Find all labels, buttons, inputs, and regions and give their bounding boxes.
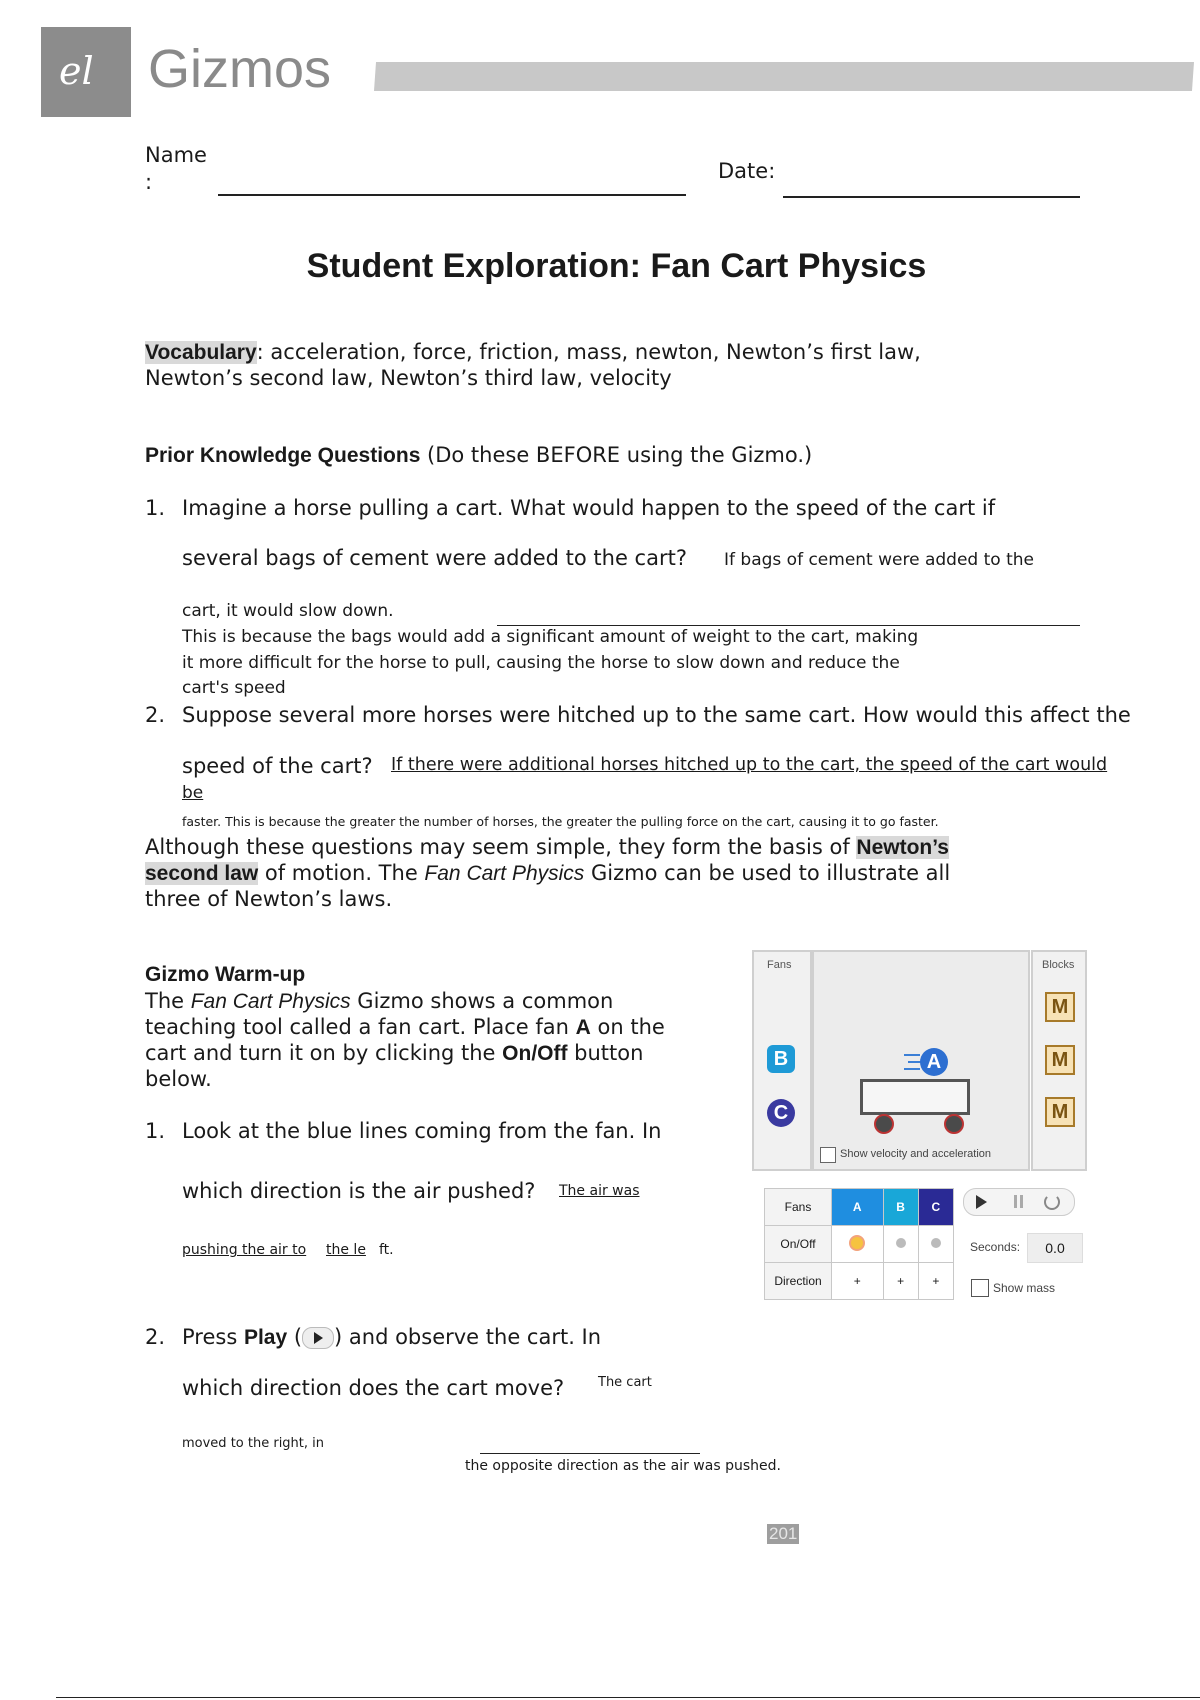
vocabulary-label: Vocabulary xyxy=(145,341,257,364)
closing-line-2 xyxy=(145,861,950,886)
warmup-text-1 xyxy=(145,989,613,1014)
q1-answer-c1[interactable]: This is because the bags would add a significant amount of weight to the cart, making xyxy=(182,627,919,647)
q2-number: 2. xyxy=(145,703,166,727)
show-velocity-checkbox[interactable] xyxy=(820,1147,836,1163)
q1-line-2: several bags of cement were added to the cart? xyxy=(182,546,687,570)
direction-a[interactable]: + xyxy=(832,1263,884,1300)
wq2-answer-line xyxy=(480,1453,700,1454)
wq2-answer-b[interactable]: moved to the right, in xyxy=(182,1436,325,1451)
wq2-rest: ) and observe the cart. In xyxy=(334,1325,602,1349)
col-c-header[interactable]: C xyxy=(918,1189,953,1226)
closing-line-3: three of Newton’s laws. xyxy=(145,887,393,911)
wq2-line-1 xyxy=(182,1325,601,1350)
q1-answer-line xyxy=(497,625,1080,626)
col-b-header[interactable]: B xyxy=(883,1189,918,1226)
q1-answer-a[interactable]: If bags of cement were added to the xyxy=(724,550,1034,570)
date-field[interactable] xyxy=(783,196,1080,198)
q2-answer-c[interactable]: faster. This is because the greater the number of horses, the greater the pulling force on the cart, causing it to go faster. xyxy=(182,814,939,829)
cart-wheel-left xyxy=(874,1114,894,1134)
term-second-law: second law xyxy=(145,862,259,885)
gizmos-logo-box xyxy=(41,27,131,117)
row-direction-label: Direction xyxy=(765,1263,832,1300)
date-label: Date: xyxy=(718,159,776,183)
name-colon: : xyxy=(145,170,153,194)
fan-c-button[interactable]: C xyxy=(767,1099,795,1127)
row-onoff-label: On/Off xyxy=(765,1226,832,1263)
wq2-line-2: which direction does the cart move? xyxy=(182,1376,565,1400)
show-velocity-label: Show velocity and acceleration xyxy=(840,1148,992,1160)
warmup-p1c: Gizmo shows a common xyxy=(350,989,614,1013)
fan-b-button[interactable]: B xyxy=(767,1045,795,1073)
onoff-a[interactable] xyxy=(832,1226,884,1263)
warmup-text-2 xyxy=(145,1015,665,1040)
row-fans-label: Fans xyxy=(765,1189,832,1226)
wq1-line-2: which direction is the air pushed? xyxy=(182,1179,536,1203)
footer-rule xyxy=(56,1697,1200,1698)
cart-body[interactable] xyxy=(860,1079,970,1115)
reset-button-icon[interactable] xyxy=(1044,1194,1060,1210)
warmup-p2c: on the xyxy=(590,1015,665,1039)
cart-wheel-right xyxy=(944,1114,964,1134)
wq2-play: Play xyxy=(243,1326,288,1349)
warmup-p3c: button xyxy=(567,1041,644,1065)
wq2-press: Press xyxy=(182,1325,244,1349)
name-label: Name xyxy=(145,143,207,167)
q1-answer-b[interactable]: cart, it would slow down. xyxy=(182,601,394,621)
direction-c[interactable]: + xyxy=(918,1263,953,1300)
pause-button-icon[interactable] xyxy=(1014,1195,1023,1208)
warmup-p3a: cart and turn it on by clicking the xyxy=(145,1041,503,1065)
prior-heading-bold: Prior Knowledge Questions xyxy=(145,444,421,467)
wq2-answer-a[interactable]: The cart xyxy=(598,1375,652,1390)
show-mass-label: Show mass xyxy=(993,1281,1056,1295)
play-icon xyxy=(302,1327,334,1349)
blocks-panel xyxy=(1031,950,1087,1171)
warmup-onoff: On/Off xyxy=(502,1042,568,1065)
fan-control-table xyxy=(764,1188,954,1300)
playback-controls xyxy=(963,1188,1075,1216)
wq2-answer-c[interactable]: the opposite direction as the air was pushed. xyxy=(465,1458,781,1474)
explorelearning-logo-icon: el xyxy=(59,49,94,93)
vocabulary-line-2: Newton’s second law, Newton’s third law, velocity xyxy=(145,366,672,390)
col-a-header[interactable]: A xyxy=(832,1189,884,1226)
q1-number: 1. xyxy=(145,496,166,520)
wq1-answer-d[interactable]: ft. xyxy=(379,1242,394,1258)
term-newtons: Newton’s xyxy=(856,836,949,859)
warmup-heading: Gizmo Warm-up xyxy=(145,963,306,986)
fan-a-on-cart[interactable]: A xyxy=(920,1048,948,1076)
wq1-answer-a[interactable]: The air was xyxy=(559,1183,640,1199)
fans-panel xyxy=(752,950,812,1171)
fans-panel-label: Fans xyxy=(767,959,792,971)
page-number: 201 xyxy=(769,1524,798,1543)
onoff-c[interactable] xyxy=(918,1226,953,1263)
header-bar xyxy=(374,62,1194,91)
closing-text-2b: of motion. The xyxy=(258,861,425,885)
wq1-answer-b[interactable]: pushing the air to xyxy=(182,1242,307,1258)
onoff-b[interactable] xyxy=(883,1226,918,1263)
wq1-number: 1. xyxy=(145,1119,166,1143)
q1-line-1: Imagine a horse pulling a cart. What would happen to the speed of the cart if xyxy=(182,496,996,520)
page-title: Student Exploration: Fan Cart Physics xyxy=(306,247,927,285)
warmup-gizmo-name: Fan Cart Physics xyxy=(190,990,351,1013)
q2-answer-a[interactable]: If there were additional horses hitched up to the cart, the speed of the cart would xyxy=(391,755,1108,775)
play-button-icon[interactable] xyxy=(976,1195,987,1209)
vocabulary-terms-1: : acceleration, force, friction, mass, newton, Newton’s first law, xyxy=(256,340,921,364)
mass-block-1[interactable]: M xyxy=(1045,992,1075,1022)
q2-line-2: speed of the cart? xyxy=(182,754,373,778)
vocabulary-line-1 xyxy=(145,340,921,365)
closing-line-1 xyxy=(145,835,949,860)
warmup-fan-a: A xyxy=(575,1016,591,1039)
q2-answer-b[interactable]: be xyxy=(182,783,204,803)
wq1-answer-c[interactable]: the le xyxy=(326,1242,366,1258)
closing-text-1a: Although these questions may seem simple, they form the basis of xyxy=(145,835,857,859)
closing-text-2d: Gizmo can be used to illustrate all xyxy=(584,861,951,885)
wq2-paren: ( xyxy=(287,1325,303,1349)
warmup-p2: teaching tool called a fan cart. Place fan xyxy=(145,1015,576,1039)
q1-answer-c2[interactable]: it more difficult for the horse to pull, causing the horse to slow down and reduce the xyxy=(182,653,900,673)
mass-block-2[interactable]: M xyxy=(1045,1045,1075,1075)
blocks-panel-label: Blocks xyxy=(1042,959,1075,971)
name-field[interactable] xyxy=(218,194,686,196)
warmup-text-3 xyxy=(145,1041,643,1066)
brand-title: Gizmos xyxy=(148,39,332,99)
wq1-line-1: Look at the blue lines coming from the fan. In xyxy=(182,1119,662,1143)
warmup-text-4: below. xyxy=(145,1067,212,1091)
mass-block-3[interactable]: M xyxy=(1045,1097,1075,1127)
wq2-number: 2. xyxy=(145,1325,166,1349)
track-panel xyxy=(812,950,1030,1171)
prior-knowledge-heading xyxy=(145,443,812,468)
direction-b[interactable]: + xyxy=(883,1263,918,1300)
warmup-p1a: The xyxy=(145,989,191,1013)
q1-answer-c3[interactable]: cart's speed xyxy=(182,678,286,698)
seconds-value: 0.0 xyxy=(1027,1233,1083,1263)
prior-heading-rest: (Do these BEFORE using the Gizmo.) xyxy=(420,443,813,467)
q2-line-1: Suppose several more horses were hitched up to the same cart. How would this affect the xyxy=(182,703,1131,727)
gizmo-name: Fan Cart Physics xyxy=(424,862,585,885)
seconds-label: Seconds: xyxy=(970,1240,1021,1254)
show-mass-checkbox[interactable] xyxy=(971,1279,989,1297)
